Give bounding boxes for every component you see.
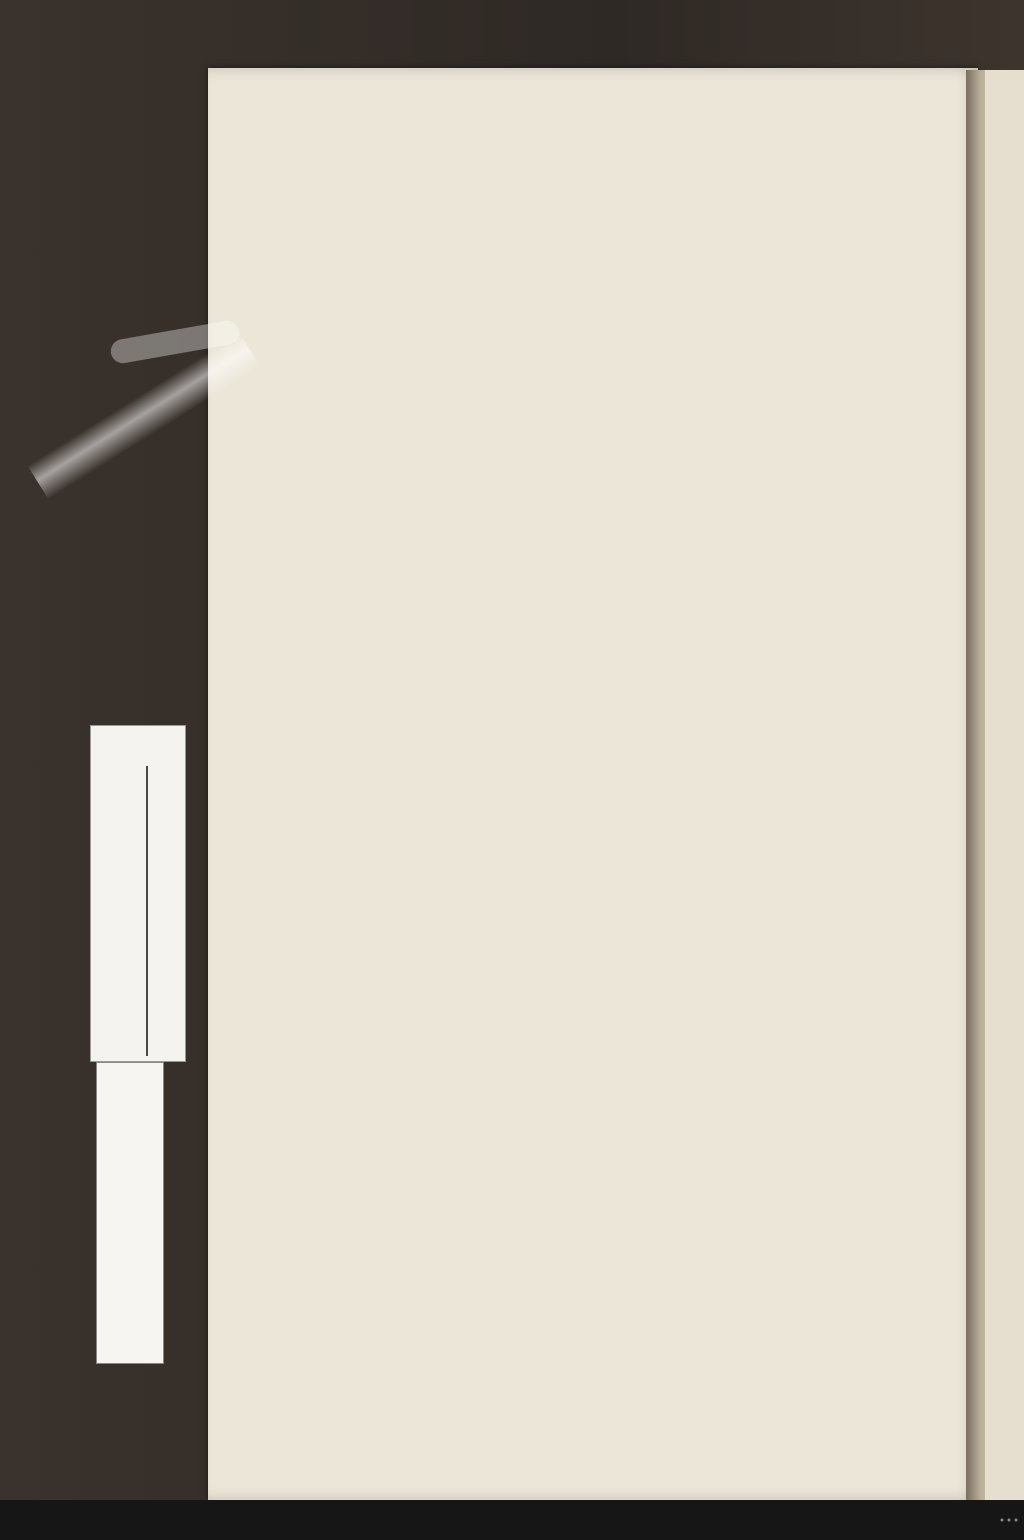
library-label: [96, 1062, 164, 1364]
gray-scale-title: [153, 740, 179, 830]
book-page: [208, 68, 978, 1500]
gray-scale-card: [90, 725, 186, 1062]
adjacent-page-edge: [985, 70, 1024, 1500]
viewer-footer: [0, 1500, 1024, 1540]
ruler-scale: [97, 726, 151, 1061]
gray-swatch-dark: [147, 844, 177, 882]
ellipsis-icon: [1000, 1518, 1020, 1522]
running-header: [208, 214, 978, 248]
hab-logo-icon: [8, 1509, 46, 1531]
gray-swatch-light: [147, 924, 177, 962]
gray-swatch-mid: [147, 884, 177, 922]
